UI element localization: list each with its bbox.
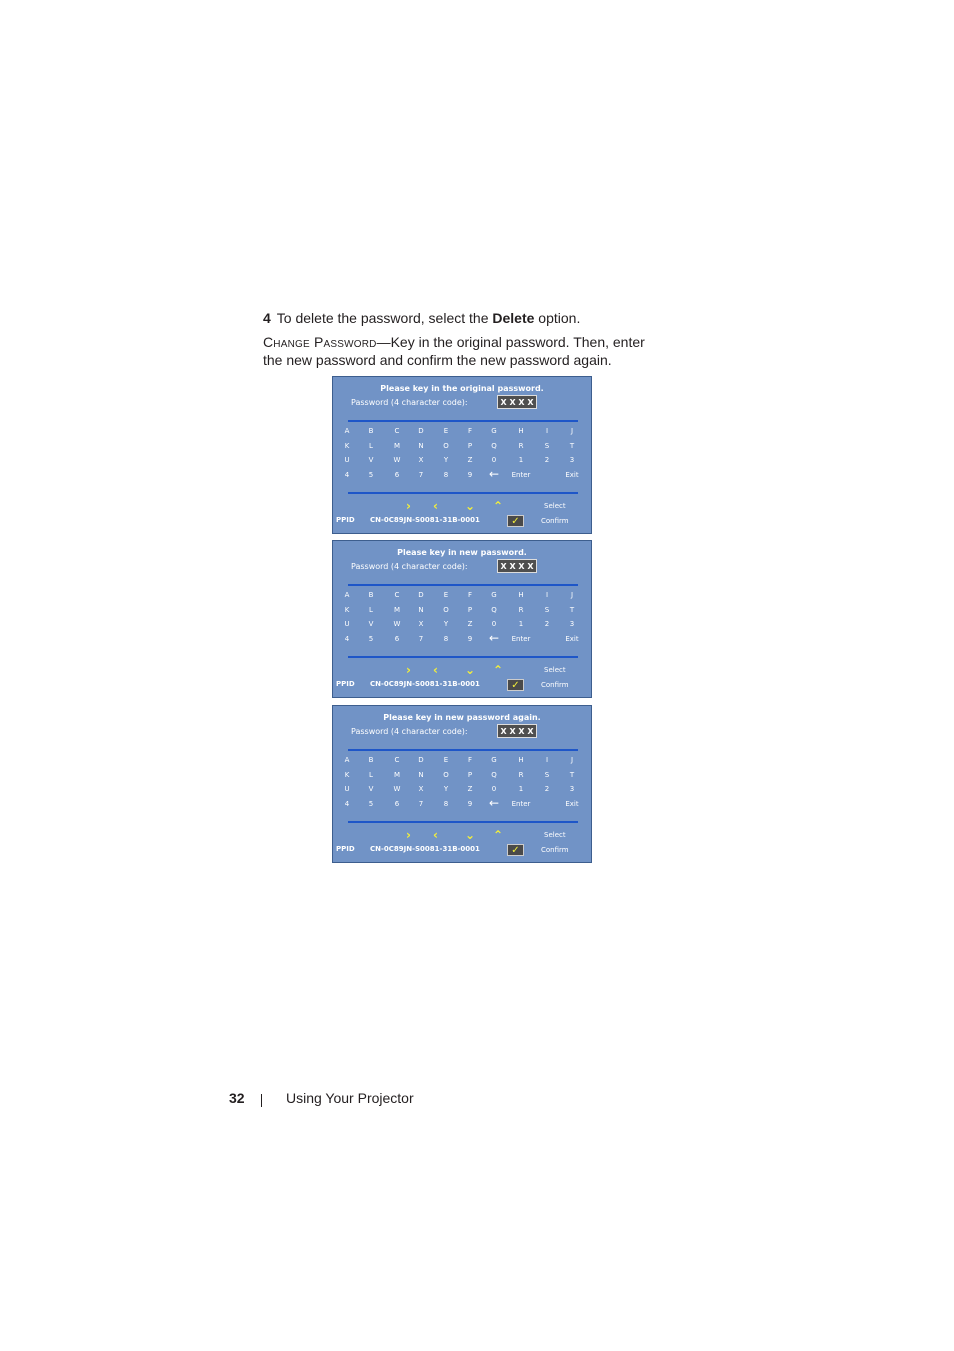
key-7[interactable]: 7: [418, 471, 424, 479]
key-p[interactable]: P: [467, 771, 473, 779]
key-w[interactable]: W: [393, 456, 401, 464]
key-5[interactable]: 5: [368, 635, 374, 643]
key-x[interactable]: X: [418, 785, 424, 793]
key-o[interactable]: O: [443, 606, 449, 614]
divider-top: [348, 749, 578, 751]
key-q[interactable]: Q: [491, 606, 497, 614]
dialog-title: Please key in the original password.: [380, 384, 544, 393]
key-l[interactable]: L: [369, 771, 373, 779]
key-n[interactable]: N: [418, 771, 424, 779]
key-q[interactable]: Q: [491, 442, 497, 450]
key-m[interactable]: M: [393, 442, 401, 450]
key-h[interactable]: H: [518, 756, 524, 764]
key-l[interactable]: L: [369, 442, 373, 450]
password-field[interactable]: X X X X: [497, 724, 537, 738]
key-w[interactable]: W: [393, 785, 401, 793]
key-6[interactable]: 6: [394, 800, 400, 808]
key-r[interactable]: R: [518, 442, 524, 450]
ppid-value: CN-0C89JN-S0081-31B-0001: [370, 680, 480, 688]
key-f[interactable]: F: [467, 756, 473, 764]
backspace-icon[interactable]: ←: [488, 467, 500, 481]
key-t[interactable]: T: [569, 606, 575, 614]
step-number: 4: [263, 310, 271, 326]
key-d[interactable]: D: [418, 427, 424, 435]
key-5[interactable]: 5: [368, 471, 374, 479]
key-z[interactable]: Z: [467, 456, 473, 464]
key-r[interactable]: R: [518, 771, 524, 779]
key-b[interactable]: B: [368, 756, 374, 764]
chevron-down-icon: ⌄: [465, 663, 476, 677]
key-a[interactable]: A: [344, 427, 350, 435]
ppid-label: PPID: [336, 845, 355, 853]
key-k[interactable]: K: [344, 606, 350, 614]
step-text-before: To delete the password, select the: [276, 310, 493, 326]
key-q[interactable]: Q: [491, 771, 497, 779]
key-j[interactable]: J: [570, 756, 574, 764]
key-y[interactable]: Y: [443, 456, 449, 464]
key-v[interactable]: V: [368, 785, 374, 793]
key-o[interactable]: O: [443, 771, 449, 779]
key-7[interactable]: 7: [418, 635, 424, 643]
key-m[interactable]: M: [393, 606, 401, 614]
step-4: [263, 309, 580, 327]
enter-key[interactable]: Enter: [511, 800, 531, 808]
key-4[interactable]: 4: [344, 635, 350, 643]
key-2[interactable]: 2: [544, 620, 550, 628]
key-c[interactable]: C: [394, 427, 400, 435]
key-p[interactable]: P: [467, 606, 473, 614]
select-label: Select: [544, 666, 566, 674]
key-g[interactable]: G: [491, 427, 497, 435]
password-label: Password (4 character code):: [351, 398, 468, 407]
key-d[interactable]: D: [418, 756, 424, 764]
enter-key[interactable]: Enter: [511, 635, 531, 643]
key-9[interactable]: 9: [467, 471, 473, 479]
chevron-right-icon: ›: [406, 499, 411, 513]
key-f[interactable]: F: [467, 427, 473, 435]
ppid-value: CN-0C89JN-S0081-31B-0001: [370, 845, 480, 853]
divider-top: [348, 420, 578, 422]
key-n[interactable]: N: [418, 442, 424, 450]
key-f[interactable]: F: [467, 591, 473, 599]
backspace-icon[interactable]: ←: [488, 796, 500, 810]
key-1[interactable]: 1: [518, 456, 524, 464]
password-dialog-3: [332, 705, 592, 863]
key-w[interactable]: W: [393, 620, 401, 628]
key-x[interactable]: X: [418, 620, 424, 628]
key-s[interactable]: S: [544, 771, 550, 779]
key-o[interactable]: O: [443, 442, 449, 450]
password-label: Password (4 character code):: [351, 562, 468, 571]
key-t[interactable]: T: [569, 442, 575, 450]
key-4[interactable]: 4: [344, 471, 350, 479]
key-9[interactable]: 9: [467, 635, 473, 643]
key-3[interactable]: 3: [569, 456, 575, 464]
em-dash: —: [376, 334, 391, 350]
key-j[interactable]: J: [570, 591, 574, 599]
footer-separator: [261, 1094, 262, 1107]
change-password-paragraph: [263, 333, 663, 369]
chevron-left-icon: ‹: [433, 663, 438, 677]
key-z[interactable]: Z: [467, 785, 473, 793]
key-a[interactable]: A: [344, 756, 350, 764]
password-dialog-2: [332, 540, 592, 698]
key-k[interactable]: K: [344, 771, 350, 779]
enter-key[interactable]: Enter: [511, 471, 531, 479]
key-i[interactable]: I: [545, 427, 549, 435]
divider-top: [348, 584, 578, 586]
step-text-after: option.: [534, 310, 581, 326]
dialog-title: Please key in new password again.: [383, 713, 541, 722]
delete-option-label: Delete: [492, 310, 535, 326]
chevron-left-icon: ‹: [433, 499, 438, 513]
key-2[interactable]: 2: [544, 456, 550, 464]
key-0[interactable]: 0: [491, 620, 497, 628]
ppid-label: PPID: [336, 516, 355, 524]
key-x[interactable]: X: [418, 456, 424, 464]
divider-bottom: [348, 656, 578, 658]
ppid-value: CN-0C89JN-S0081-31B-0001: [370, 516, 480, 524]
key-7[interactable]: 7: [418, 800, 424, 808]
confirm-label: Confirm: [541, 517, 569, 525]
key-0[interactable]: 0: [491, 456, 497, 464]
confirm-label: Confirm: [541, 846, 569, 854]
chevron-right-icon: ›: [406, 663, 411, 677]
key-s[interactable]: S: [544, 606, 550, 614]
change-password-text: Key in the original password. Then, enter the new password and confirm the new password again.: [263, 334, 645, 368]
chevron-up-icon: ⌃: [493, 828, 504, 842]
key-g[interactable]: G: [491, 591, 497, 599]
key-p[interactable]: P: [467, 442, 473, 450]
check-icon[interactable]: ✓: [507, 515, 524, 527]
key-e[interactable]: E: [443, 591, 449, 599]
key-z[interactable]: Z: [467, 620, 473, 628]
key-h[interactable]: H: [518, 427, 524, 435]
chevron-right-icon: ›: [406, 828, 411, 842]
password-label: Password (4 character code):: [351, 727, 468, 736]
key-b[interactable]: B: [368, 591, 374, 599]
key-y[interactable]: Y: [443, 785, 449, 793]
exit-key[interactable]: Exit: [565, 635, 579, 643]
change-password-heading: Change Password: [263, 334, 377, 350]
key-k[interactable]: K: [344, 442, 350, 450]
key-8[interactable]: 8: [443, 800, 449, 808]
check-icon[interactable]: ✓: [507, 679, 524, 691]
chevron-down-icon: ⌄: [465, 828, 476, 842]
key-c[interactable]: C: [394, 591, 400, 599]
chevron-left-icon: ‹: [433, 828, 438, 842]
key-v[interactable]: V: [368, 456, 374, 464]
dialog-title: Please key in new password.: [397, 548, 527, 557]
page-number: 32: [229, 1090, 245, 1106]
chapter-title: Using Your Projector: [286, 1090, 414, 1106]
key-1[interactable]: 1: [518, 785, 524, 793]
key-d[interactable]: D: [418, 591, 424, 599]
key-v[interactable]: V: [368, 620, 374, 628]
key-8[interactable]: 8: [443, 471, 449, 479]
divider-bottom: [348, 492, 578, 494]
key-m[interactable]: M: [393, 771, 401, 779]
key-6[interactable]: 6: [394, 471, 400, 479]
key-h[interactable]: H: [518, 591, 524, 599]
chevron-down-icon: ⌄: [465, 499, 476, 513]
key-9[interactable]: 9: [467, 800, 473, 808]
confirm-label: Confirm: [541, 681, 569, 689]
exit-key[interactable]: Exit: [565, 471, 579, 479]
password-dialog-1: [332, 376, 592, 534]
select-label: Select: [544, 502, 566, 510]
password-field[interactable]: X X X X: [497, 559, 537, 573]
key-5[interactable]: 5: [368, 800, 374, 808]
key-i[interactable]: I: [545, 591, 549, 599]
exit-key[interactable]: Exit: [565, 800, 579, 808]
key-r[interactable]: R: [518, 606, 524, 614]
key-t[interactable]: T: [569, 771, 575, 779]
key-u[interactable]: U: [344, 785, 350, 793]
key-c[interactable]: C: [394, 756, 400, 764]
divider-bottom: [348, 821, 578, 823]
key-b[interactable]: B: [368, 427, 374, 435]
key-n[interactable]: N: [418, 606, 424, 614]
key-4[interactable]: 4: [344, 800, 350, 808]
check-icon[interactable]: ✓: [507, 844, 524, 856]
key-e[interactable]: E: [443, 756, 449, 764]
key-0[interactable]: 0: [491, 785, 497, 793]
chevron-up-icon: ⌃: [493, 499, 504, 513]
key-j[interactable]: J: [570, 427, 574, 435]
key-g[interactable]: G: [491, 756, 497, 764]
key-l[interactable]: L: [369, 606, 373, 614]
ppid-label: PPID: [336, 680, 355, 688]
key-8[interactable]: 8: [443, 635, 449, 643]
key-u[interactable]: U: [344, 456, 350, 464]
key-6[interactable]: 6: [394, 635, 400, 643]
key-2[interactable]: 2: [544, 785, 550, 793]
key-e[interactable]: E: [443, 427, 449, 435]
select-label: Select: [544, 831, 566, 839]
key-3[interactable]: 3: [569, 620, 575, 628]
key-u[interactable]: U: [344, 620, 350, 628]
key-3[interactable]: 3: [569, 785, 575, 793]
key-s[interactable]: S: [544, 442, 550, 450]
key-a[interactable]: A: [344, 591, 350, 599]
password-field[interactable]: X X X X: [497, 395, 537, 409]
key-i[interactable]: I: [545, 756, 549, 764]
key-1[interactable]: 1: [518, 620, 524, 628]
backspace-icon[interactable]: ←: [488, 631, 500, 645]
chevron-up-icon: ⌃: [493, 663, 504, 677]
key-y[interactable]: Y: [443, 620, 449, 628]
